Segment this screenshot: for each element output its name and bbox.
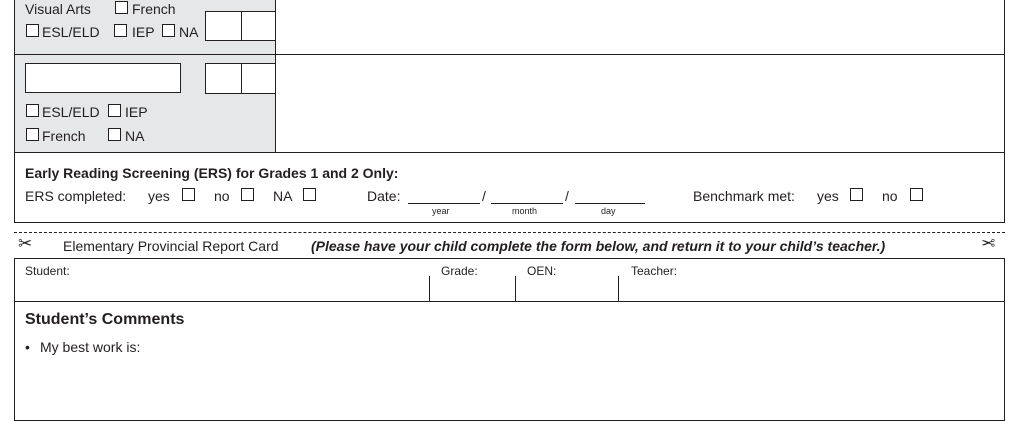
ers-yes-checkbox[interactable] (182, 188, 195, 201)
french-label-2: French (42, 128, 86, 144)
bullet-icon: • (25, 339, 30, 355)
student-label: Student: (25, 264, 70, 278)
student-info-row (14, 258, 1005, 302)
scissors-right-icon: ✂ (981, 234, 996, 254)
comment-area-top[interactable] (276, 0, 1005, 153)
mark-box-right-2[interactable] (241, 63, 276, 94)
year-caption: year (432, 206, 450, 216)
month-caption: month (512, 206, 538, 216)
french-label: French (132, 1, 176, 17)
benchmark-no-label: no (882, 188, 898, 204)
oen-divider (515, 276, 516, 301)
benchmark-yes-checkbox[interactable] (850, 188, 863, 201)
ers-yes-label: yes (148, 188, 170, 204)
esl-label-2: ESL/ELD (42, 104, 100, 120)
benchmark-label: Benchmark met: (693, 188, 795, 204)
oen-label: OEN: (527, 264, 557, 278)
teacher-divider (618, 276, 619, 301)
date-label: Date: (367, 188, 401, 204)
ers-no-label: no (214, 188, 230, 204)
benchmark-no-checkbox[interactable] (910, 188, 923, 201)
subject-label: Visual Arts (25, 1, 91, 17)
best-work-prompt: My best work is: (40, 339, 141, 355)
iep-checkbox[interactable] (114, 24, 127, 37)
date-sep-1: / (482, 188, 486, 204)
mark-box-right[interactable] (241, 11, 276, 41)
grade-label: Grade: (441, 264, 478, 278)
cut-line (14, 232, 1005, 233)
report-card-title: Elementary Provincial Report Card (63, 238, 279, 254)
ers-na-checkbox[interactable] (303, 188, 316, 201)
day-caption: day (601, 206, 616, 216)
na-checkbox[interactable] (162, 24, 175, 37)
esl-checkbox[interactable] (26, 24, 39, 37)
ers-heading: Early Reading Screening (ERS) for Grades 1 and 2 Only: (25, 165, 399, 181)
french-checkbox-2[interactable] (26, 128, 39, 141)
student-comments-heading: Student’s Comments (25, 311, 185, 328)
iep-label-2: IEP (125, 104, 148, 120)
iep-checkbox-2[interactable] (108, 104, 121, 117)
ers-na-label: NA (273, 188, 293, 204)
scissors-left-icon: ✂ (18, 234, 33, 254)
date-sep-2: / (565, 188, 569, 204)
row-divider (14, 54, 1005, 55)
report-card-instruction: (Please have your child complete the form below, and return it to your child’s teacher.) (311, 238, 886, 254)
date-year-line[interactable] (408, 203, 480, 204)
teacher-label: Teacher: (631, 264, 678, 278)
esl-checkbox-2[interactable] (26, 104, 39, 117)
french-checkbox[interactable] (115, 1, 128, 14)
benchmark-yes-label: yes (817, 188, 839, 204)
ers-no-checkbox[interactable] (241, 188, 254, 201)
na-label: NA (179, 24, 199, 40)
subject-name-input[interactable] (25, 63, 181, 93)
iep-label: IEP (132, 24, 155, 40)
na-label-2: NA (125, 128, 145, 144)
grade-divider (429, 276, 430, 301)
date-month-line[interactable] (491, 203, 563, 204)
ers-completed-label: ERS completed: (25, 188, 127, 204)
esl-label: ESL/ELD (42, 24, 100, 40)
date-day-line[interactable] (575, 203, 645, 204)
mark-box-left-2[interactable] (205, 63, 242, 94)
mark-box-left[interactable] (205, 11, 242, 41)
na-checkbox-2[interactable] (108, 128, 121, 141)
